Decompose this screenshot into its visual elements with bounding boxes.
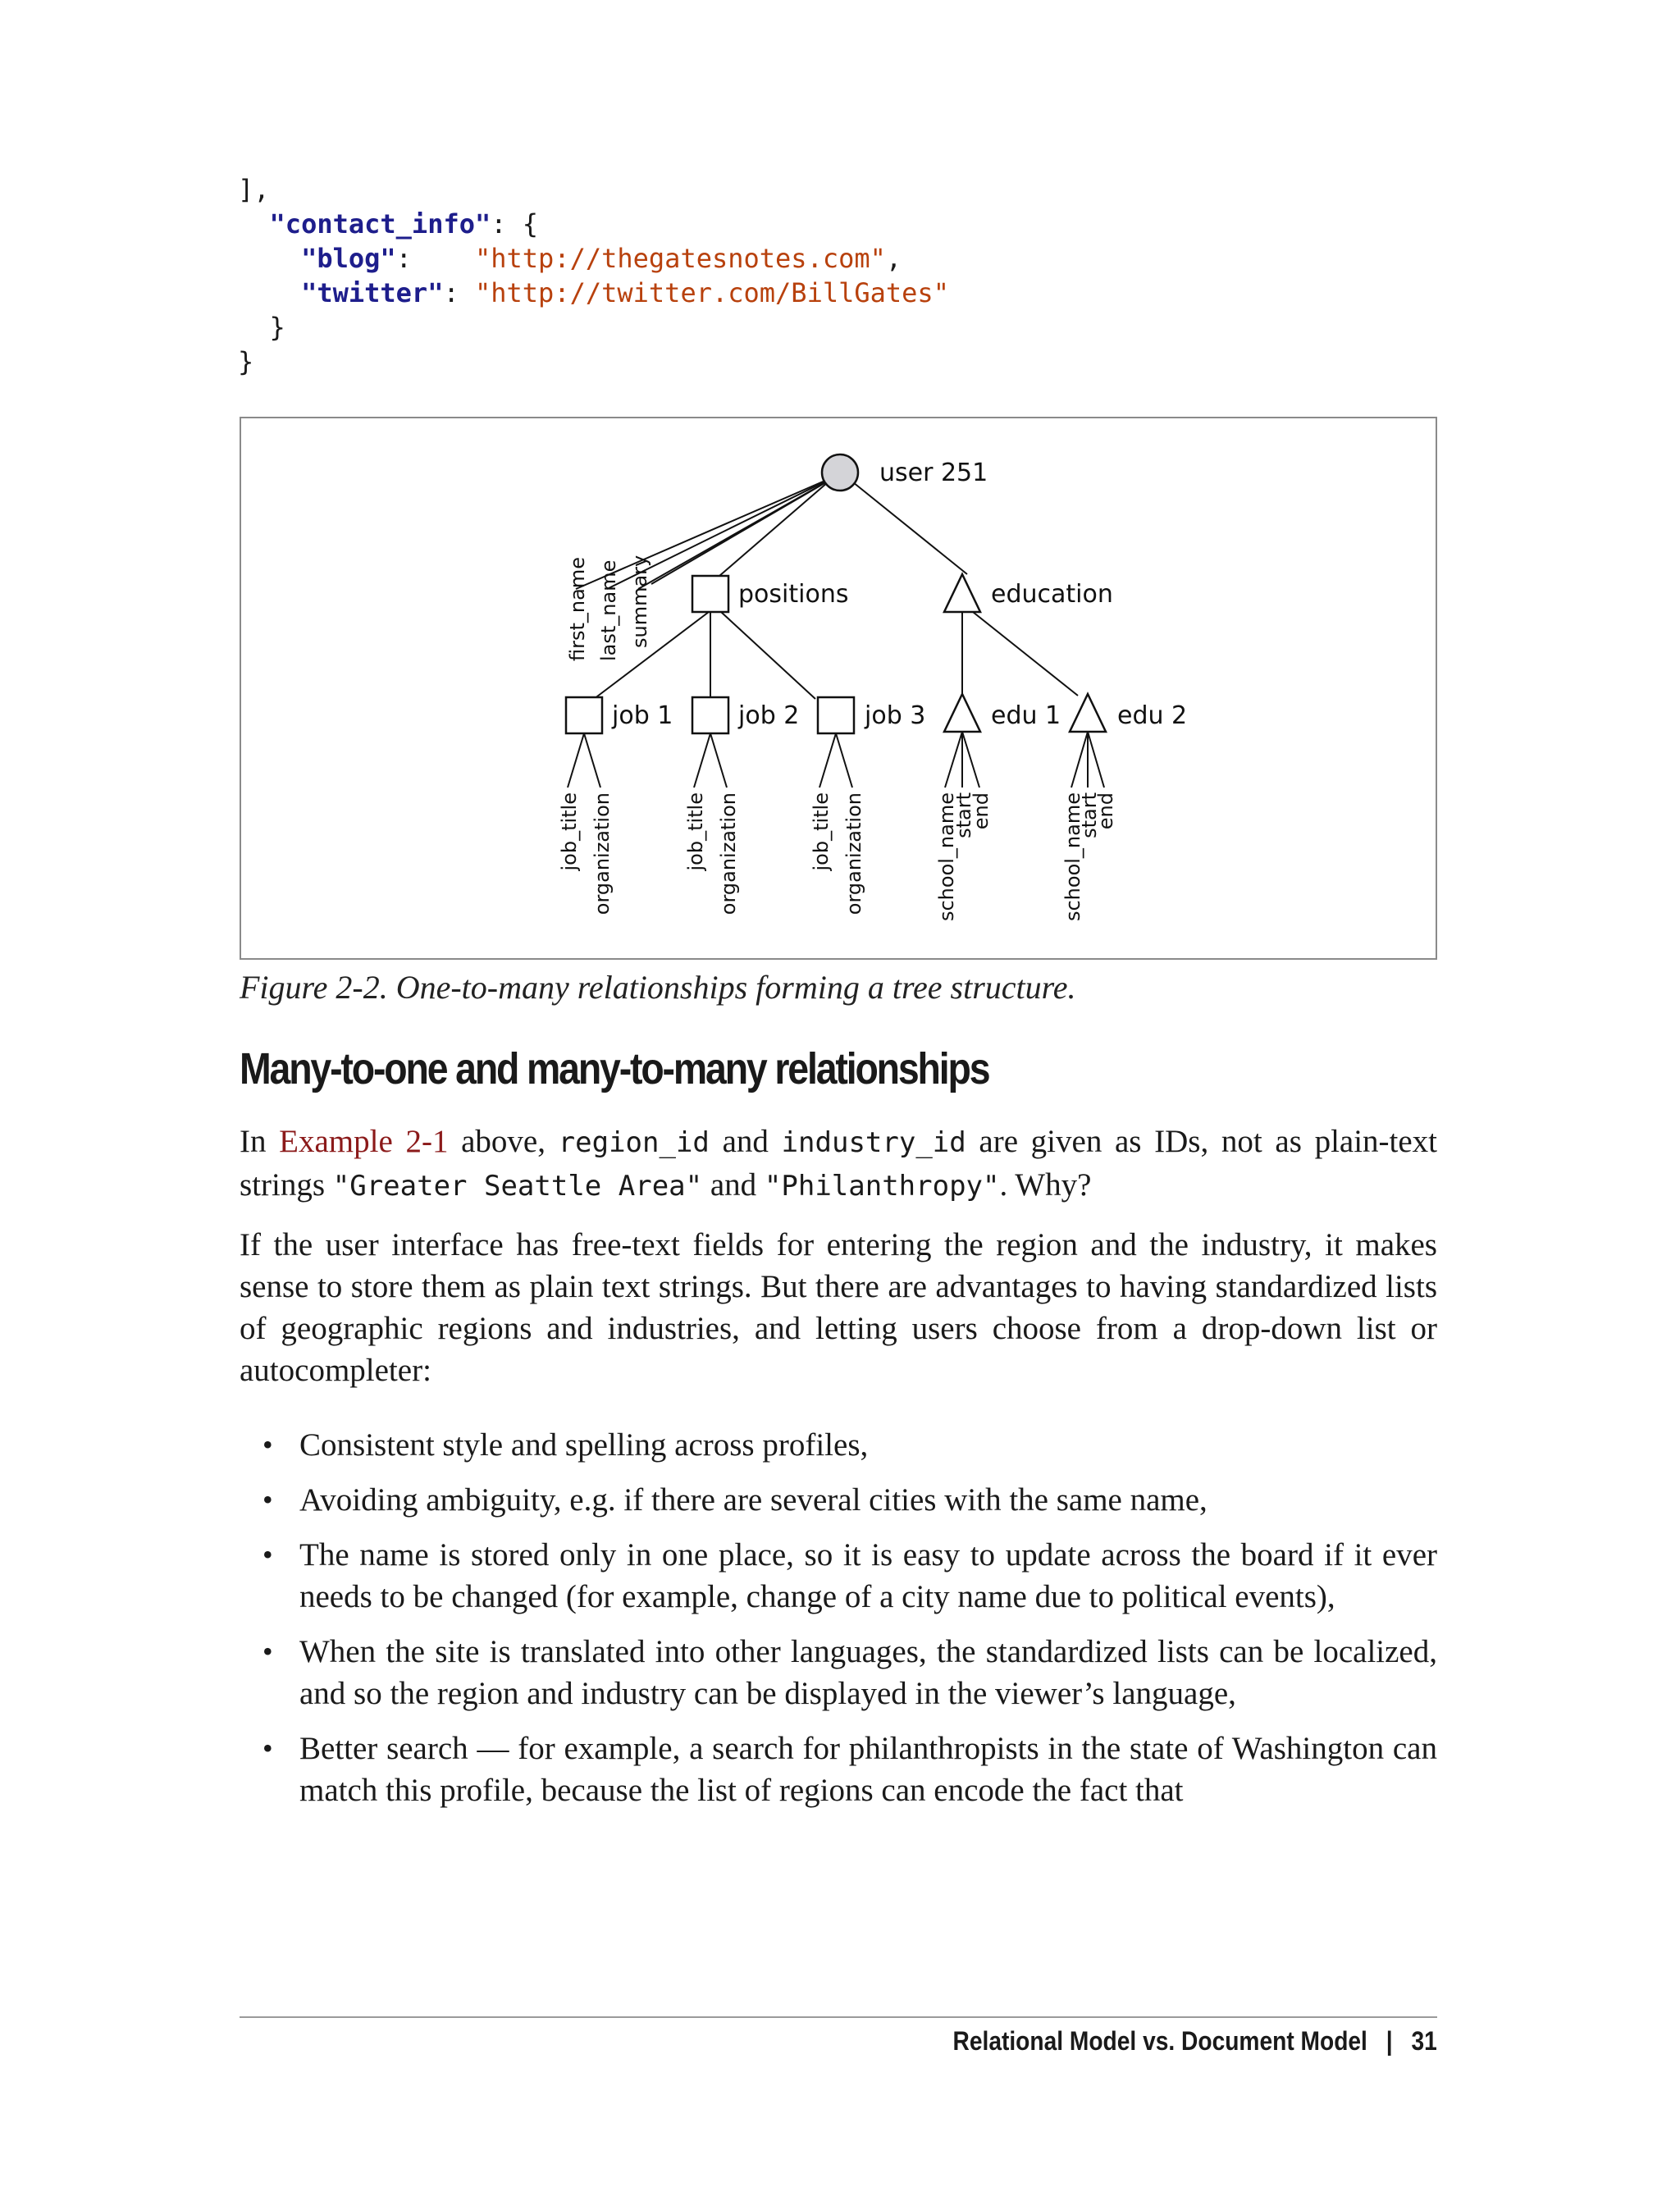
edge [819, 733, 836, 788]
edge [710, 733, 727, 788]
edu-label: edu 1 [991, 701, 1061, 730]
inline-code: "Philanthropy" [764, 1170, 1000, 1203]
example-link[interactable]: Example 2-1 [279, 1124, 449, 1159]
job-label: job 1 [612, 701, 673, 730]
section-heading: Many-to-one and many-to-many relationships [240, 1044, 989, 1093]
field-label: last_name [597, 559, 620, 661]
figure-caption: Figure 2-2. One-to-many relationships forming a tree structure. [240, 969, 1076, 1006]
text: and [709, 1124, 782, 1159]
code-key: "contact_info" [269, 208, 491, 240]
root-node-circle [822, 454, 858, 491]
job-node-square [566, 697, 602, 733]
edge [584, 733, 600, 788]
inline-code: region_id [558, 1126, 710, 1159]
positions-node-square [692, 576, 728, 612]
code-punct: } [269, 312, 285, 343]
education-label: education [991, 580, 1113, 609]
field-label: organization [591, 792, 614, 915]
code-line [238, 208, 538, 240]
code-string: "http://thegatesnotes.com" [474, 243, 886, 274]
list-item: • Better search — for example, a search for philanthropists in the state of Washington can match this profile, because the list of regions can encode the fact that [240, 1728, 1437, 1811]
edge [1088, 732, 1104, 788]
page-footer [953, 2026, 1437, 2057]
text: and [702, 1167, 765, 1203]
bullet-list [240, 1424, 1437, 1824]
edge [836, 733, 852, 788]
field-label: end [970, 792, 993, 830]
text: are given as IDs, not as plain-text strings [240, 1124, 1438, 1203]
field-label: organization [717, 792, 740, 915]
code-punct: : [395, 243, 475, 274]
job-node-square [818, 697, 854, 733]
field-label: start [1078, 792, 1101, 838]
field-label: summary [628, 555, 651, 648]
field-label: job_title [558, 792, 581, 871]
edge [651, 474, 840, 584]
page-number: 31 [1411, 2026, 1437, 2056]
code-string: "http://twitter.com/BillGates" [474, 277, 949, 308]
paragraph: If the user interface has free-text fields for entering the region and the industry, it makes sense to store them as plain text strings. But there are advantages to having standardized lists of geographic regions and industries, and letting users choose from a drop-down list or autocompleter: [240, 1227, 1437, 1388]
code-line [238, 243, 902, 274]
code-line [238, 312, 285, 343]
field-label: first_name [566, 557, 589, 661]
edge [1071, 732, 1088, 788]
list-item: • Avoiding ambiguity, e.g. if there are several cities with the same name, [240, 1479, 1437, 1521]
field-label: organization [842, 792, 865, 915]
text: In [240, 1124, 280, 1159]
field-label: job_title [684, 792, 707, 871]
edge [853, 482, 967, 574]
edge [694, 733, 710, 788]
code-line: } [238, 346, 254, 377]
edge [973, 612, 1078, 696]
edu-node-triangle [944, 694, 980, 732]
field-label: school_name [1061, 792, 1084, 922]
inline-code: industry_id [781, 1126, 966, 1159]
field-label: end [1094, 792, 1117, 830]
chapter-title: Relational Model vs. Document Model [952, 2026, 1368, 2056]
root-label: user 251 [879, 459, 988, 487]
field-label: job_title [810, 792, 833, 871]
edge [962, 732, 979, 788]
job-node-square [692, 697, 728, 733]
field-label: start [952, 792, 975, 838]
positions-label: positions [738, 580, 849, 609]
footer-divider [240, 2016, 1437, 2018]
list-item: • Consistent style and spelling across profiles, [240, 1424, 1437, 1466]
code-line: ], [238, 174, 270, 205]
code-punct: : [443, 277, 475, 308]
code-key: "blog" [301, 243, 396, 274]
text: . Why? [999, 1167, 1092, 1203]
edge [568, 733, 584, 788]
job-label: job 2 [738, 701, 800, 730]
edu-node-triangle [1070, 694, 1106, 732]
inline-code: "Greater Seattle Area" [332, 1170, 703, 1203]
code-punct: , [885, 243, 902, 274]
text: above, [448, 1124, 559, 1159]
footer-separator: | [1386, 2026, 1393, 2056]
code-line [238, 277, 949, 308]
education-node-triangle [944, 574, 980, 612]
list-item: • The name is stored only in one place, so it is easy to update across the board if it ever needs to be changed (for example, change of a city name due to political events), [240, 1534, 1437, 1618]
field-label: school_name [935, 792, 958, 922]
job-label: job 3 [865, 701, 926, 730]
edu-label: edu 2 [1117, 701, 1188, 730]
list-item: • When the site is translated into other languages, the standardized lists can be localized, and so the region and industry can be displayed in the viewer’s language, [240, 1631, 1437, 1714]
code-punct: : { [491, 208, 539, 240]
tree-diagram [241, 418, 1439, 961]
tree-diagram-figure [240, 417, 1437, 960]
paragraph [240, 1121, 1437, 1208]
edge [719, 482, 828, 576]
code-listing [238, 172, 949, 379]
edge [945, 732, 962, 788]
code-key: "twitter" [301, 277, 444, 308]
edge [721, 612, 815, 699]
